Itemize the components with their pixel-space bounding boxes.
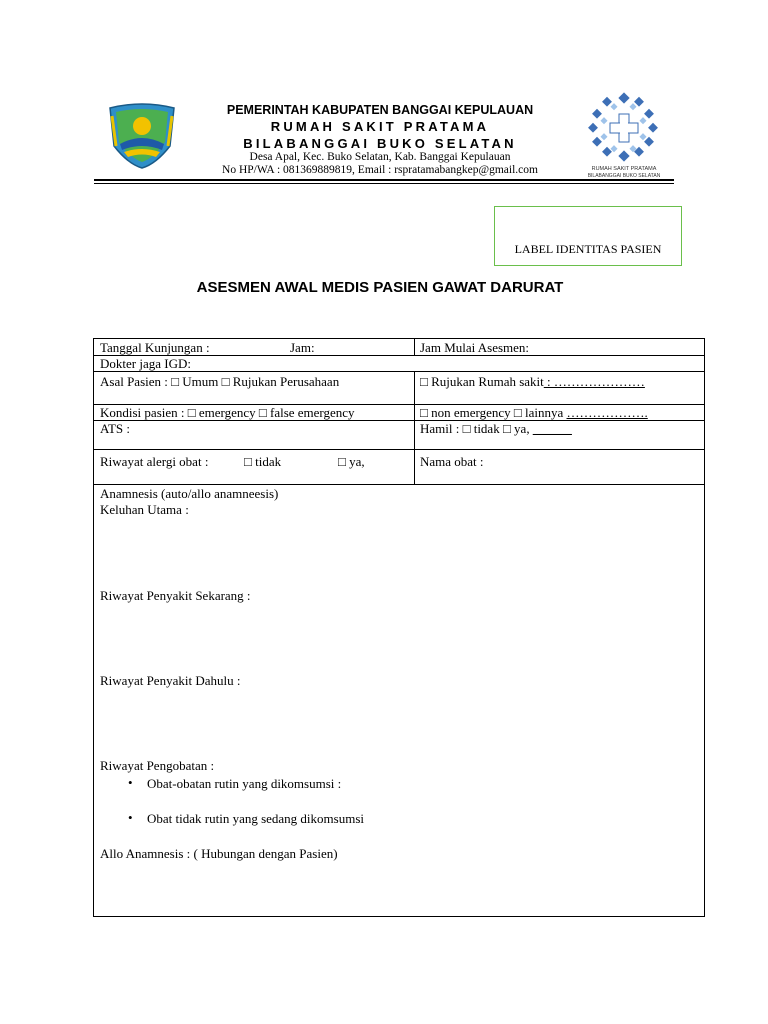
anamnesis-heading: Anamnesis (auto/allo anamneesis) (100, 486, 279, 501)
ats-label: ATS : (100, 421, 130, 436)
allo-anamnesis-label: Allo Anamnesis : ( Hubungan dengan Pasien) (100, 846, 338, 861)
column-divider (414, 339, 415, 355)
pregnancy-label: Hamil : □ tidak □ ya, (420, 421, 530, 436)
hospital-logo-caption-2: BILABANGGAI BUKO SELATAN (587, 173, 661, 179)
header-hospital-location: BILABANGGAI BUKO SELATAN (243, 136, 517, 151)
header-rule-thick (94, 179, 674, 181)
patient-label-box (494, 206, 682, 266)
routine-medication-label: Obat-obatan rutin yang dikomsumsi : (147, 776, 342, 791)
assessment-form (93, 338, 705, 917)
patient-condition-field: Kondisi pasien : □ emergency □ false emergency (100, 405, 355, 420)
column-divider (414, 371, 415, 484)
doctor-on-duty-label: Dokter jaga IGD: (100, 356, 191, 371)
row-divider (94, 371, 704, 372)
visit-date-label: Tanggal Kunjungan : (100, 340, 210, 355)
page-title: ASESMEN AWAL MEDIS PASIEN GAWAT DARURAT (196, 279, 564, 296)
chief-complaint-label: Keluhan Utama : (100, 502, 189, 517)
assessment-start-time-label: Jam Mulai Asesmen: (420, 340, 530, 355)
non-routine-medication-label: Obat tidak rutin yang sedang dikomsumsi (147, 811, 365, 826)
hospital-referral-blank: : ………………… (543, 374, 645, 389)
patient-label-text: LABEL IDENTITAS PASIEN (514, 242, 662, 256)
row-divider (94, 420, 704, 421)
hospital-logo (574, 90, 678, 180)
medication-history-label: Riwayat Pengobatan : (100, 758, 215, 773)
non-emergency-lainnya-label: □ non emergency □ lainnya (420, 405, 564, 420)
past-illness-label: Riwayat Penyakit Dahulu : (100, 673, 241, 688)
bullet-icon: • (128, 775, 133, 790)
drug-name-label: Nama obat : (420, 454, 484, 469)
header-address: Desa Apal, Kec. Buko Selatan, Kab. Banggai Kepulauan (249, 151, 511, 163)
header-rule-thin (94, 183, 674, 184)
lainnya-blank: ………………. (566, 405, 648, 420)
hospital-referral-label: □ Rujukan Rumah sakit (420, 374, 544, 389)
present-illness-label: Riwayat Penyakit Sekarang : (100, 588, 251, 603)
header-hospital-name: RUMAH SAKIT PRATAMA (270, 119, 490, 134)
drug-allergy-yes-option: □ ya, (338, 454, 365, 469)
header-contact: No HP/WA : 081369889819, Email : rspratamabangkep@gmail.com (222, 164, 538, 176)
pregnancy-field (420, 421, 572, 436)
pregnancy-blank: ______ (532, 421, 572, 436)
header-government-line: PEMERINTAH KABUPATEN BANGGAI KEPULAUAN (226, 103, 534, 117)
row-divider (94, 449, 704, 450)
drug-allergy-label: Riwayat alergi obat : (100, 454, 209, 469)
condition-other-options (420, 405, 648, 420)
row-divider (94, 484, 704, 485)
hospital-referral-option (420, 374, 645, 389)
bullet-icon: • (128, 810, 133, 825)
visit-time-label: Jam: (290, 340, 315, 355)
hospital-logo-caption-1: RUMAH SAKIT PRATAMA (591, 166, 657, 172)
patient-origin-field: Asal Pasien : □ Umum □ Rujukan Perusahaan (100, 374, 340, 389)
drug-allergy-no-option: □ tidak (244, 454, 282, 469)
